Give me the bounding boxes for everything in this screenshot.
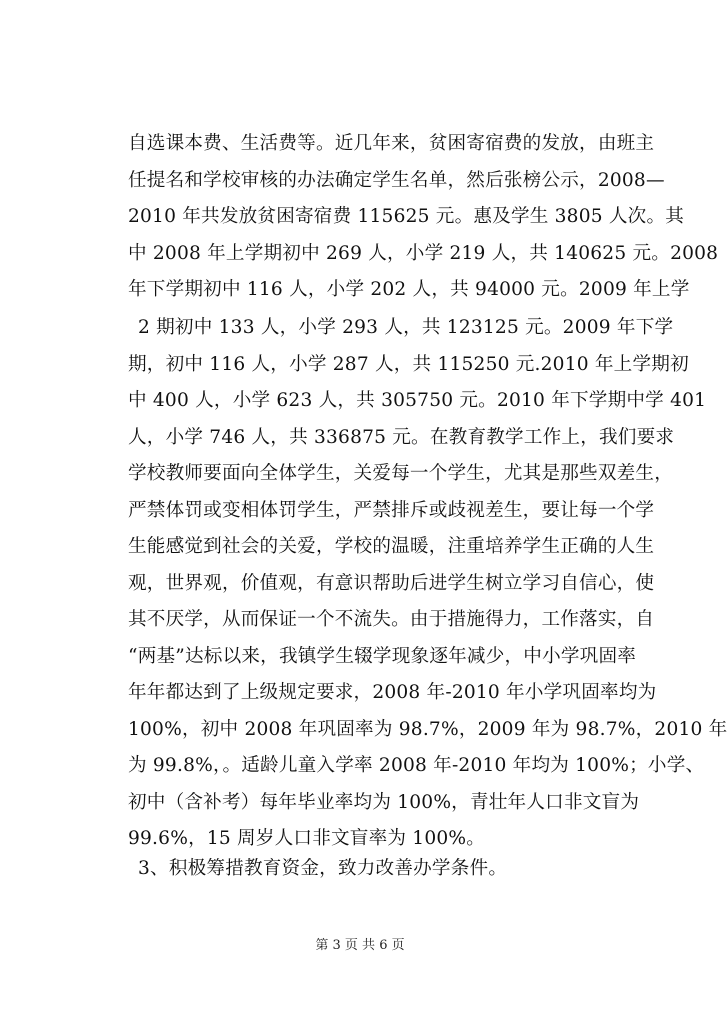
text-line: 中 2008 年上学期初中 269 人，小学 219 人，共 140625 元。2008 bbox=[128, 242, 719, 264]
text-line: 100%，初中 2008 年巩固率为 98.7%，2009 年为 98.7%，2010 年 bbox=[128, 718, 727, 740]
paragraph-block-2 bbox=[128, 310, 727, 858]
text-line: 年下学期初中 116 人，小学 202 人，共 94000 元。2009 年上学 bbox=[128, 279, 690, 300]
text-line: 严禁体罚或变相体罚学生，严禁排斥或歧视差生，要让每一个学 bbox=[128, 499, 655, 521]
text-line: “两基”达标以来，我镇学生辍学现象逐年减少，中小学巩固率 bbox=[128, 645, 637, 667]
text-line: 任提名和学校审核的办法确定学生名单，然后张榜公示，2008— bbox=[128, 169, 665, 191]
section-heading: 3、积极筹措教育资金，致力改善办学条件。 bbox=[138, 858, 508, 879]
text-line: 为 99.8%，。适龄儿童入学率 2008 年-2010 年均为 100%；小学、 bbox=[128, 755, 705, 776]
text-line: 期，初中 116 人，小学 287 人，共 115250 元.2010 年上学期初 bbox=[128, 353, 689, 375]
page-number: 第 3 页 共 6 页 bbox=[315, 938, 405, 953]
text-line: 初中（含补考）每年毕业率均为 100%，青壮年人口非文盲为 bbox=[128, 791, 640, 813]
text-line: 2010 年共发放贫困寄宿费 115625 元。惠及学生 3805 人次。其 bbox=[128, 206, 685, 227]
section-heading-block bbox=[128, 851, 608, 888]
page-footer bbox=[0, 936, 720, 956]
text-line: 中 400 人，小学 623 人，共 305750 元。2010 年下学期中学 401 bbox=[128, 390, 707, 411]
text-line: 自选课本费、生活费等。近几年来，贫困寄宿费的发放，由班主 bbox=[128, 133, 655, 154]
text-line: 2 期初中 133 人，小学 293 人，共 123125 元。2009 年下学 bbox=[138, 317, 674, 338]
text-line: 其不厌学，从而保证一个不流失。由于措施得力，工作落实，自 bbox=[128, 609, 655, 630]
text-line: 年年都达到了上级规定要求，2008 年-2010 年小学巩固率均为 bbox=[128, 682, 657, 703]
text-line: 生能感觉到社会的关爱，学校的温暖，注重培养学生正确的人生 bbox=[128, 536, 655, 557]
text-line: 学校教师要面向全体学生，关爱每一个学生，尤其是那些双差生， bbox=[128, 463, 674, 484]
text-line: 99.6%，15 周岁人口非文盲率为 100%。 bbox=[128, 828, 486, 849]
text-line: 观，世界观，价值观，有意识帮助后进学生树立学习自信心，使 bbox=[128, 572, 655, 594]
text-line: 人，小学 746 人，共 336875 元。在教育教学工作上，我们要求 bbox=[128, 426, 675, 448]
paragraph-block-1 bbox=[128, 126, 719, 309]
